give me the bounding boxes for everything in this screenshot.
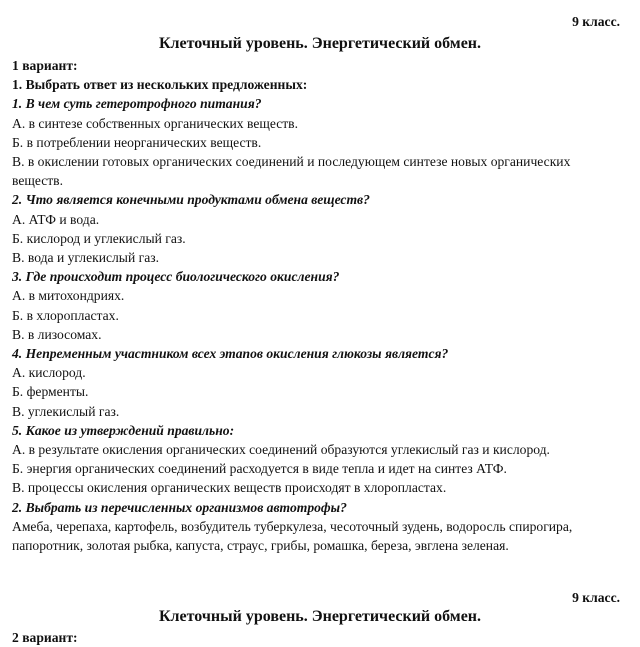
page-title: Клеточный уровень. Энергетический обмен. [158,35,482,52]
grade-label: 9 класс. [572,14,620,29]
task-2-text: Амеба, черепаха, картофель, возбудитель туберкулеза, чесоточный зудень, водоросль спирогира, папоротник, золотая рыбка, капуста, страус, грибы, ромашка, береза, эвглена зеленая. [12,518,573,554]
answer-3a: А. в митохондриях. [12,288,125,304]
task-2-question: 2. Выбрать из перечисленных организмов автотрофы? [12,499,347,515]
answer-4c: В. углекислый газ. [12,403,120,419]
answer-4b: Б. ферменты. [12,384,89,400]
answer-1c: В. в окислении готовых органических соединений и последующем синтезе новых органических веществ. [12,154,571,189]
answer-2a: А. АТФ и вода. [12,211,100,227]
second-grade-label: 9 класс. [572,590,620,605]
variant-label: 1 вариант: [12,58,78,73]
question-5: 5. Какое из утверждений правильно: [12,422,235,438]
question-3: 3. Где происходит процесс биологического окисления? [12,269,340,285]
variant-1-content [12,56,612,555]
answer-3c: В. в лизосомах. [12,326,102,342]
answer-4a: А. кислород. [12,365,86,381]
second-page-title: Клеточный уровень. Энергетический обмен. [158,608,482,625]
variant-2-label: 2 вариант: [12,630,78,645]
question-4: 4. Непременным участником всех этапов окисления глюкозы является? [12,346,449,362]
task-1-intro: 1. Выбрать ответ из нескольких предложенных: [12,77,308,93]
answer-5b: Б. энергия органических соединений расходуется в виде тепла и идет на синтез АТФ. [12,461,507,477]
answer-2c: В. вода и углекислый газ. [12,250,159,266]
answer-3b: Б. в хлоропластах. [12,307,119,323]
answer-2b: Б. кислород и углекислый газ. [12,230,186,246]
answer-1b: Б. в потреблении неорганических веществ. [12,134,262,150]
question-1: 1. В чем суть гетеротрофного питания? [12,96,262,112]
answer-5c: В. процессы окисления органических веществ происходят в хлоропластах. [12,480,447,496]
question-2: 2. Что является конечными продуктами обмена веществ? [12,192,370,208]
answer-5a: А. в результате окисления органических соединений образуются углекислый газ и кислород. [12,442,550,458]
answer-1a: А. в синтезе собственных органических веществ. [12,115,299,131]
